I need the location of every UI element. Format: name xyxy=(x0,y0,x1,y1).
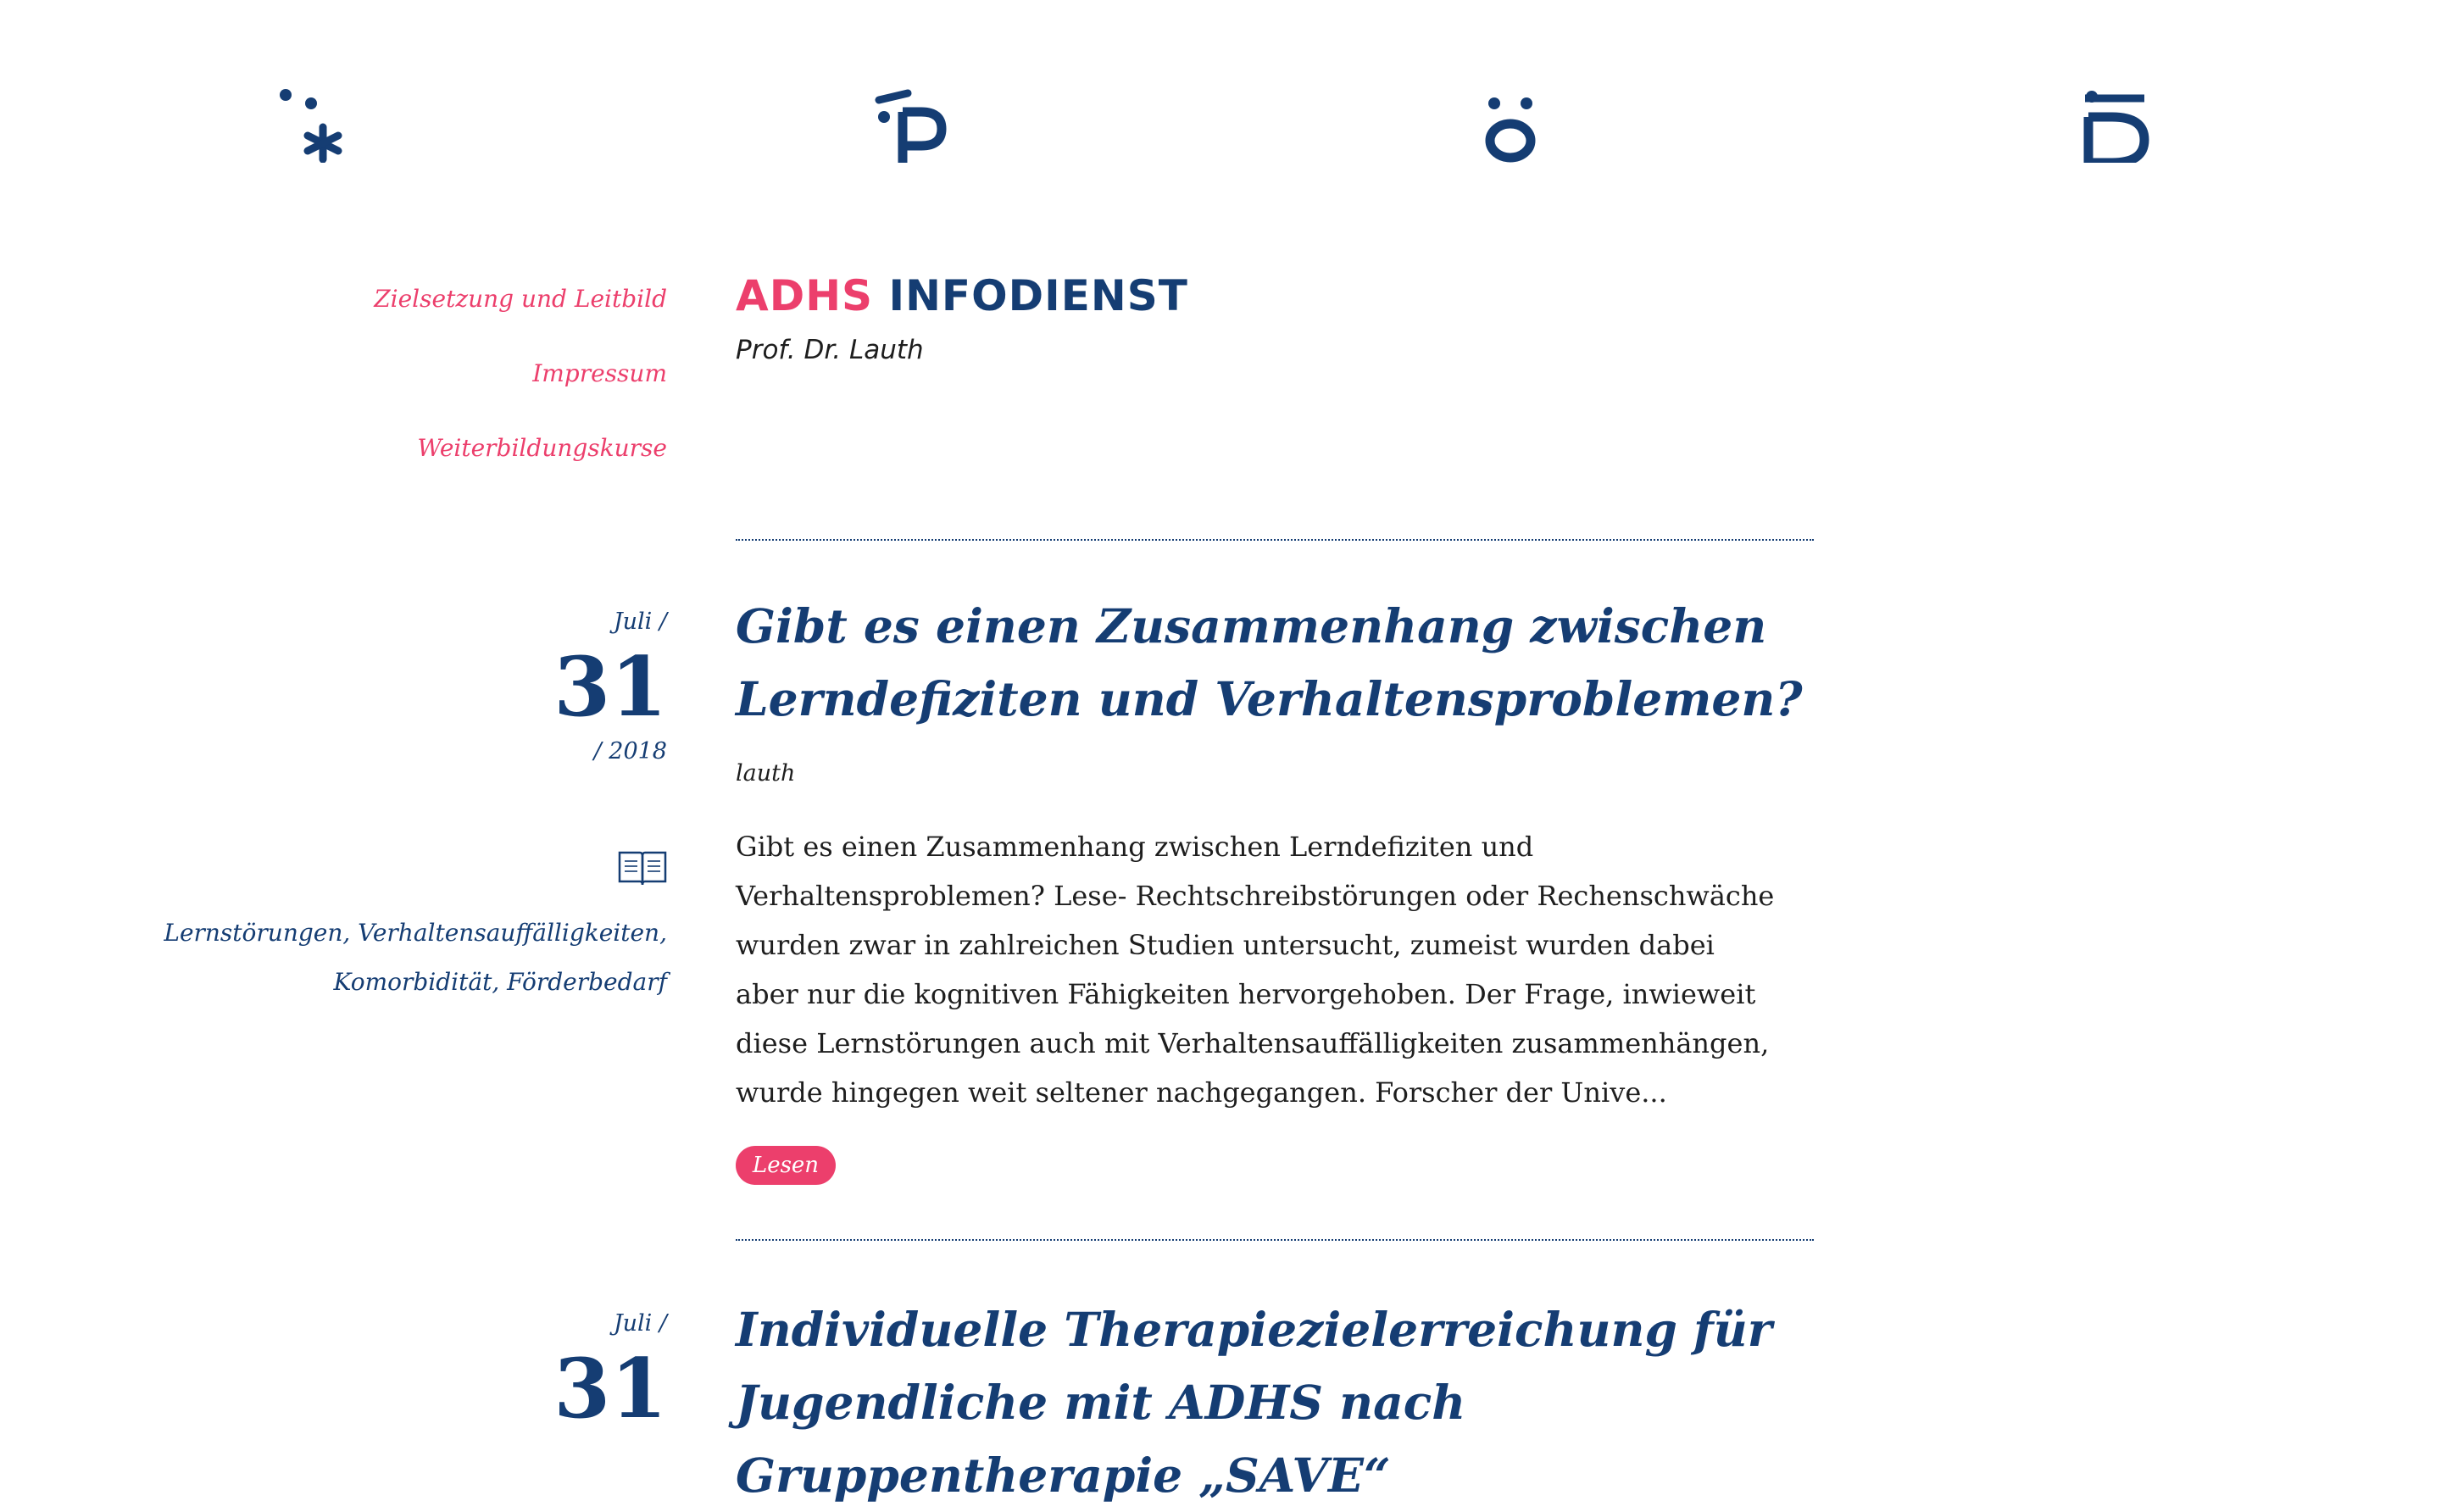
post-tags[interactable] xyxy=(23,909,667,1007)
post-date-day: 31 xyxy=(553,1341,667,1437)
grin-face-icon-svg xyxy=(2077,78,2153,163)
side-nav xyxy=(374,285,667,509)
nav-item-zielsetzung[interactable]: Zielsetzung und Leitbild xyxy=(374,285,667,313)
post-date xyxy=(553,1310,667,1440)
post-date-day: 31 xyxy=(553,639,667,735)
post-title[interactable]: Gibt es einen Zusammenhang zwischen Lerndefiziten und Verhaltensproblemen? xyxy=(736,598,1803,726)
divider xyxy=(736,1239,1814,1241)
post-date xyxy=(553,609,667,764)
post-title[interactable]: Individuelle Therapiezielerreichung für Jugendliche mit ADHS nach Gruppentherapie „SAVE“ xyxy=(736,1302,1772,1503)
tongue-face-icon-svg xyxy=(874,78,950,163)
site-title[interactable] xyxy=(736,271,1188,320)
surprised-face-icon-svg xyxy=(1479,78,1547,163)
wink-star-icon[interactable] xyxy=(271,78,356,180)
post-date-year: / 2018 xyxy=(593,738,667,764)
read-more-button[interactable]: Lesen xyxy=(736,1146,836,1185)
nav-item-impressum[interactable]: Impressum xyxy=(532,359,667,387)
nav-item-weiterbildung[interactable]: Weiterbildungskurse xyxy=(417,434,667,462)
post-author[interactable]: lauth xyxy=(736,760,796,787)
post-excerpt: Gibt es einen Zusammenhang zwischen Lerndefiziten und Verhaltensproblemen? Lese- Rechtschreibstörungen oder Rechenschwäche wurden zwar in zahlreichen Studien untersucht, zumeist wurden dabei aber nur die kognitiven Fähigkeiten hervorgehoben. Der Frage, inwieweit diese Lernstörungen auch mit Verhaltensauffälligkeiten zusammenhängen, wurde hingegen weit seltener nachgegangen. Forscher der Unive... xyxy=(736,831,1775,1109)
post-date-month: Juli / xyxy=(613,609,667,635)
wink-star-icon-svg xyxy=(275,78,352,163)
site-title-adhs: ADHS xyxy=(736,271,874,320)
divider xyxy=(736,539,1814,541)
site-subtitle: Prof. Dr. Lauth xyxy=(736,335,924,365)
post-tags-links[interactable]: Lernstörungen, Verhaltensauffälligkeiten, Komorbidität, Förderbedarf xyxy=(164,919,667,996)
site-title-infodienst: INFODIENST xyxy=(888,271,1188,320)
book-icon xyxy=(618,849,667,887)
post-date-month: Juli / xyxy=(613,1310,667,1337)
surprised-face-icon[interactable] xyxy=(1475,78,1551,180)
tongue-face-icon[interactable] xyxy=(870,78,954,180)
grin-face-icon[interactable] xyxy=(2072,78,2157,180)
